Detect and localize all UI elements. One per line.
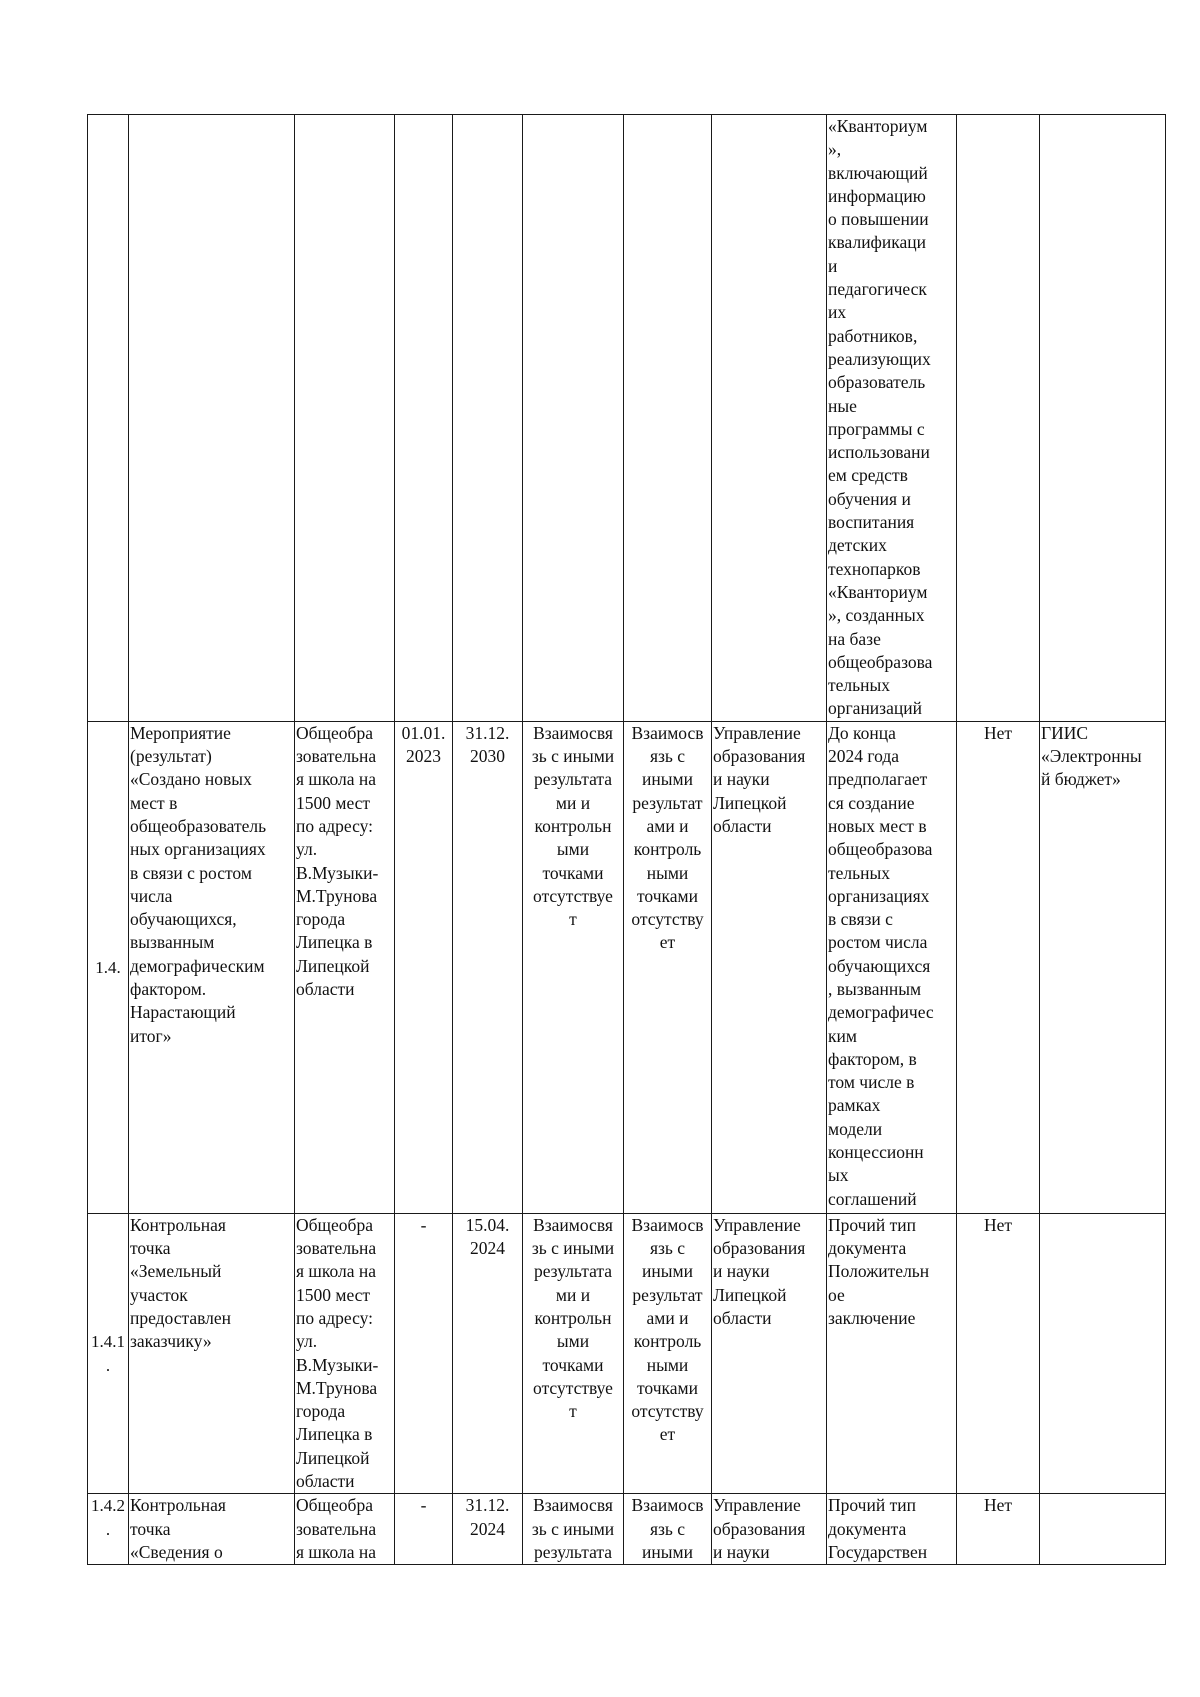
relation-cell-2-text: Взаимосв язь с иными результат ами и контроль ными точками отсутству ет [631,1214,704,1445]
document-cell [827,115,957,722]
row-number-text: 1.4.2 . [91,1496,125,1539]
start-date [395,115,453,722]
object-cell-text: Общеобра зовательна я школа на [296,1495,377,1562]
document-cell-text: Прочий тип документа Государствен [828,1495,928,1562]
event-name [129,1213,295,1494]
document-cell [827,721,957,1213]
end-date [453,1494,523,1565]
relation-cell-2 [624,115,712,722]
object-cell-text: Общеобра зовательна я школа на 1500 мест по адресу: ул. В.Музыки- М.Трунова города Липецка в Липецкой области [296,1214,379,1491]
relation-cell [523,721,624,1213]
flag-cell [957,115,1040,722]
relation-cell-text: Взаимосвя зь с иными результата ми и контрольн ыми точками отсутствуе т [531,1214,615,1422]
event-name-text: Контрольная точка «Земельный участок предоставлен заказчику» [130,1214,232,1352]
table-row [88,1494,1166,1565]
end-date [453,115,523,722]
document-cell [827,1494,957,1565]
start-date [395,1494,453,1565]
end-date-text: 31.12. 2024 [465,1495,510,1539]
flag-cell-text: Нет [983,722,1013,743]
responsible-cell-text: Управление образования и науки Липецкой области [713,1214,806,1328]
system-cell [1040,1213,1166,1494]
flag-cell-text: Нет [983,1214,1013,1235]
responsible-cell [712,721,827,1213]
system-cell-text: ГИИС «Электронны й бюджет» [1041,722,1142,790]
responsible-cell-text: Управление образования и науки Липецкой области [713,722,806,836]
table-row [88,115,1166,722]
end-date-text: 15.04. 2024 [465,1214,510,1259]
start-date-text: 01.01. 2023 [401,722,446,767]
event-name [129,115,295,722]
table-row [88,721,1166,1213]
plan-table [87,114,1166,1565]
end-date [453,721,523,1213]
object-cell [295,721,395,1213]
object-cell [295,115,395,722]
event-name [129,721,295,1213]
system-cell [1040,1494,1166,1565]
event-name [129,1494,295,1565]
relation-cell-2 [624,721,712,1213]
event-name-text: Мероприятие (результат) «Создано новых мест в общеобразователь ных организациях в связи с ростом числа обучающихся, вызванным демографическим фактором. Нарастающий итог» [130,722,267,1046]
relation-cell-2 [624,1213,712,1494]
document-cell-text: До конца 2024 года предполагает ся создание новых мест в общеобразова тельных организациях в связи с ростом числа обучающихся , вызванным демографичес ким фактором, в том числе в рамках модели концессионн ых соглашений [828,722,934,1209]
end-date-text: 31.12. 2030 [465,722,510,767]
row-number-text: 1.4.1 . [91,1332,125,1375]
start-date-text: - [420,1495,427,1516]
relation-cell [523,1494,624,1565]
end-date [453,1213,523,1494]
responsible-cell [712,115,827,722]
event-name-text: Контрольная точка «Сведения о [130,1495,226,1562]
row-number [88,1494,129,1565]
row-number [88,115,129,722]
object-cell-text: Общеобра зовательна я школа на 1500 мест по адресу: ул. В.Музыки- М.Трунова города Липецка в Липецкой области [296,722,379,999]
flag-cell-text: Нет [983,1495,1013,1516]
document-cell-text: «Кванториум », включающий информацию о повышении квалификаци и педагогическ их работников, реализующих образователь ные программы с использовани ем средств обучения и воспитания детских технопарков «Кванториум », созданных на базе общеобразова тельных организаций [828,116,933,719]
relation-cell [523,115,624,722]
system-cell [1040,721,1166,1213]
responsible-cell-text: Управление образования и науки [713,1495,806,1562]
object-cell [295,1494,395,1565]
row-number [88,721,129,1213]
object-cell [295,1213,395,1494]
flag-cell [957,1494,1040,1565]
document-cell [827,1213,957,1494]
responsible-cell [712,1494,827,1565]
relation-cell-2-text: Взаимосв язь с иными [631,1495,704,1562]
relation-cell-2 [624,1494,712,1565]
row-number-text: 1.4. [95,957,121,977]
responsible-cell [712,1213,827,1494]
relation-cell-text: Взаимосвя зь с иными результата [531,1495,615,1562]
relation-cell-text: Взаимосвя зь с иными результата ми и контрольн ыми точками отсутствуе т [531,722,615,930]
flag-cell [957,721,1040,1213]
relation-cell [523,1213,624,1494]
relation-cell-2-text: Взаимосв язь с иными результат ами и контроль ными точками отсутству ет [631,722,704,953]
start-date [395,721,453,1213]
system-cell [1040,115,1166,722]
document-cell-text: Прочий тип документа Положительн ое заключение [828,1214,930,1328]
table-row [88,1213,1166,1494]
start-date [395,1213,453,1494]
start-date-text: - [420,1214,427,1235]
flag-cell [957,1213,1040,1494]
row-number [88,1213,129,1494]
